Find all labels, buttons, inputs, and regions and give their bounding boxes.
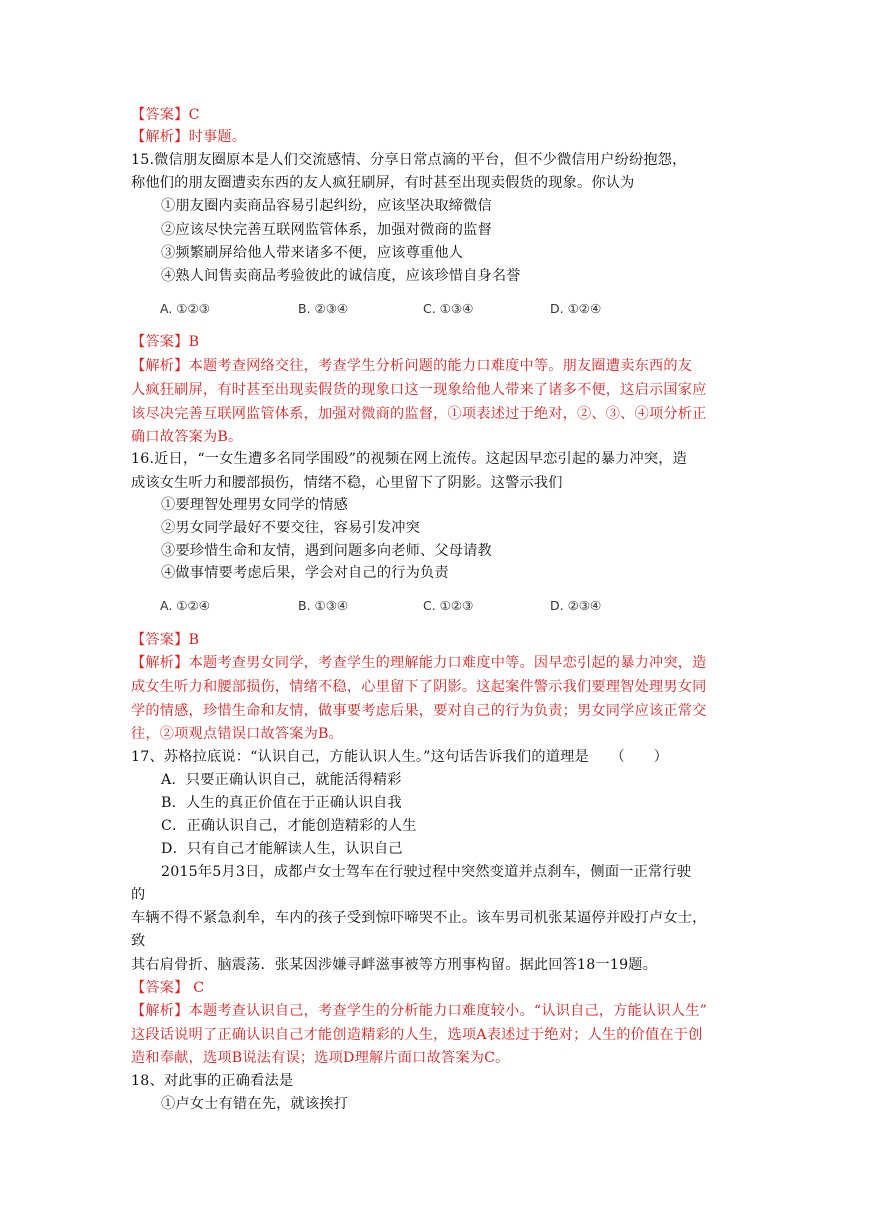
text-line — [131, 746, 668, 768]
text-line — [131, 1070, 293, 1092]
text-line — [131, 700, 707, 722]
text-line — [131, 884, 145, 906]
text-line — [131, 172, 635, 194]
section-tag: 【答案】 — [131, 107, 189, 123]
line-text: 人疯狂刷屏，有时甚至出现卖假货的现象口这一现象给他人带来了诸多不便，这启示国家应 — [131, 382, 707, 398]
line-text: ③要珍惜生命和友情，遇到问题多向老师、父母请教 — [161, 543, 492, 559]
text-line — [161, 792, 402, 814]
analysis-line — [131, 355, 692, 377]
text-line — [161, 769, 402, 791]
line-text: 车辆不得不紧急刹牟，车内的孩子受到惊吓啼哭不止。该车男司机张某逼停并殴打卢女士， — [131, 910, 707, 926]
line-text: ④做事情要考虑后果，学会对自己的行为负责 — [161, 565, 449, 581]
text-line — [161, 195, 492, 217]
text-line — [131, 403, 707, 425]
line-text: 成女生听力和腰部损伤，情绪不稳，心里留下了阴影。这起案件警示我们要理智处理男女同 — [131, 679, 707, 695]
text-line — [161, 540, 492, 562]
option-d: D. ①②④ — [550, 301, 602, 316]
line-text: 16.近日，“一女生遭多名同学围殴”的视频在网上流传。这起因早恋引起的暴力冲突，造 — [131, 451, 688, 467]
line-text: 致 — [131, 933, 146, 949]
line-text: ③频繁刷屏给他人带来诸多不便，应该尊重他人 — [161, 245, 464, 261]
line-text: A．只要正确认识自己，就能活得精彩 — [161, 772, 402, 788]
line-text: 17、苏格拉底说：“认识自己，方能认识人生。”这句话告诉我们的道理是 （ ） — [131, 749, 669, 765]
line-text: ④熟人间售卖商品考验彼此的诚信度，应该珍惜自身名誉 — [161, 268, 521, 284]
text-line — [131, 907, 707, 929]
line-text: 这段话说明了正确认识自己才能创造精彩的人生，选项A表述过于绝对；人生的价值在于创 — [131, 1027, 703, 1043]
line-text: 成该女生听力和腰部损伤，情绪不稳，心里留下了阴影。这警示我们 — [131, 475, 563, 491]
text-line — [131, 149, 687, 171]
text-line — [131, 676, 707, 698]
option-b: B. ②③④ — [298, 301, 349, 316]
analysis-line — [131, 1000, 707, 1022]
text-line — [161, 861, 691, 883]
options-row — [160, 301, 620, 321]
line-text: ①卢女士有错在先，就该挨打 — [161, 1096, 349, 1112]
line-text: 18、对此事的正确看法是 — [131, 1073, 294, 1089]
option-d: D. ②③④ — [550, 598, 602, 613]
text-line — [131, 426, 242, 448]
text-line — [161, 242, 463, 264]
section-tag: 【解析】 — [131, 129, 189, 145]
line-text: 本题考查男女同学，考查学生的理解能力口难度中等。因早恋引起的暴力冲突，造 — [188, 655, 707, 671]
line-text: B．人生的真正价值在于正确认识自我 — [161, 795, 402, 811]
section-tag: 【答案】 — [131, 980, 189, 996]
section-tag: 【答案】 — [131, 334, 189, 350]
text-line — [131, 930, 145, 952]
line-text: B — [188, 334, 200, 350]
text-line — [161, 562, 449, 584]
answer-line — [131, 104, 200, 126]
answer-line — [131, 977, 204, 999]
section-tag: 【答案】 — [131, 632, 189, 648]
line-text: 2015年5月3日，成都卢女士驾车在行驶过程中突然变道并点刹车，侧面一正常行驶 — [161, 864, 692, 880]
text-line — [161, 1093, 348, 1115]
section-tag: 【解析】 — [131, 1003, 189, 1019]
line-text: 本题考查认识自己，考查学生的分析能力口难度较小。“认识自己，方能认识人生” — [188, 1003, 708, 1019]
line-text: 学的情感，珍惜生命和友情，做事要考虑后果，要对自己的行为负责；男女同学应该正常交 — [131, 703, 707, 719]
line-text: ②男女同学最好不要交往，容易引发冲突 — [161, 520, 420, 536]
line-text: 时事题。 — [188, 129, 247, 145]
text-line — [131, 1024, 703, 1046]
text-line — [131, 472, 563, 494]
answer-line — [131, 629, 199, 651]
line-text: 称他们的朋友圈遭卖东西的友人疯狂刷屏，有时甚至出现卖假货的现象。你认为 — [131, 175, 635, 191]
line-text: 确口故答案为B。 — [131, 429, 243, 445]
text-line — [161, 838, 403, 860]
answer-line — [131, 331, 199, 353]
text-line — [161, 815, 417, 837]
line-text: 15.微信朋友圈原本是人们交流感情、分享日常点滴的平台，但不少微信用户纷纷抱怨， — [131, 152, 687, 168]
line-text: C — [188, 107, 200, 123]
line-text: 往，②项观点错误口故答案为B。 — [131, 726, 344, 742]
analysis-line — [131, 652, 707, 674]
line-text: B — [188, 632, 200, 648]
option-a: A. ①②④ — [160, 598, 210, 613]
text-line — [131, 379, 707, 401]
line-text: C — [188, 980, 205, 996]
line-text: 该尽决完善互联网监管体系，加强对微商的监督，①项表述过于绝对，②、③、④项分析正 — [131, 406, 707, 422]
option-c: C. ①③④ — [423, 301, 474, 316]
option-a: A. ①②③ — [160, 301, 210, 316]
text-line — [161, 517, 420, 539]
line-text: ②应该尽快完善互联网监管体系，加强对微商的监督 — [161, 222, 492, 238]
analysis-line — [131, 126, 246, 148]
line-text: 造和奉献，选项B说法有误；选项D理解片面口故答案为C。 — [131, 1050, 510, 1066]
option-b: B. ①③④ — [298, 598, 349, 613]
text-line — [161, 265, 521, 287]
text-line — [131, 448, 687, 470]
line-text: 的 — [131, 887, 146, 903]
text-line — [131, 723, 343, 745]
text-line — [131, 1047, 510, 1069]
line-text: D．只有自己才能解读人生，认识自己 — [161, 841, 403, 857]
section-tag: 【解析】 — [131, 358, 189, 374]
line-text: 本题考查网络交往，考查学生分析问题的能力口难度中等。朋友圈遭卖东西的友 — [188, 358, 693, 374]
text-line — [131, 954, 657, 976]
text-line — [161, 219, 492, 241]
line-text: ①朋友圈内卖商品容易引起纠纷，应该坚决取缔微信 — [161, 198, 492, 214]
option-c: C. ①②③ — [423, 598, 474, 613]
section-tag: 【解析】 — [131, 655, 189, 671]
line-text: ①要理智处理男女同学的情感 — [161, 497, 349, 513]
line-text: 其右肩骨折、脑震荡．张某因涉嫌寻衅滋事被等方刑事构留。据此回答18一19题。 — [131, 957, 658, 973]
options-row — [160, 598, 620, 618]
text-line — [161, 494, 348, 516]
line-text: C．正确认识自己，才能创造精彩的人生 — [161, 818, 417, 834]
